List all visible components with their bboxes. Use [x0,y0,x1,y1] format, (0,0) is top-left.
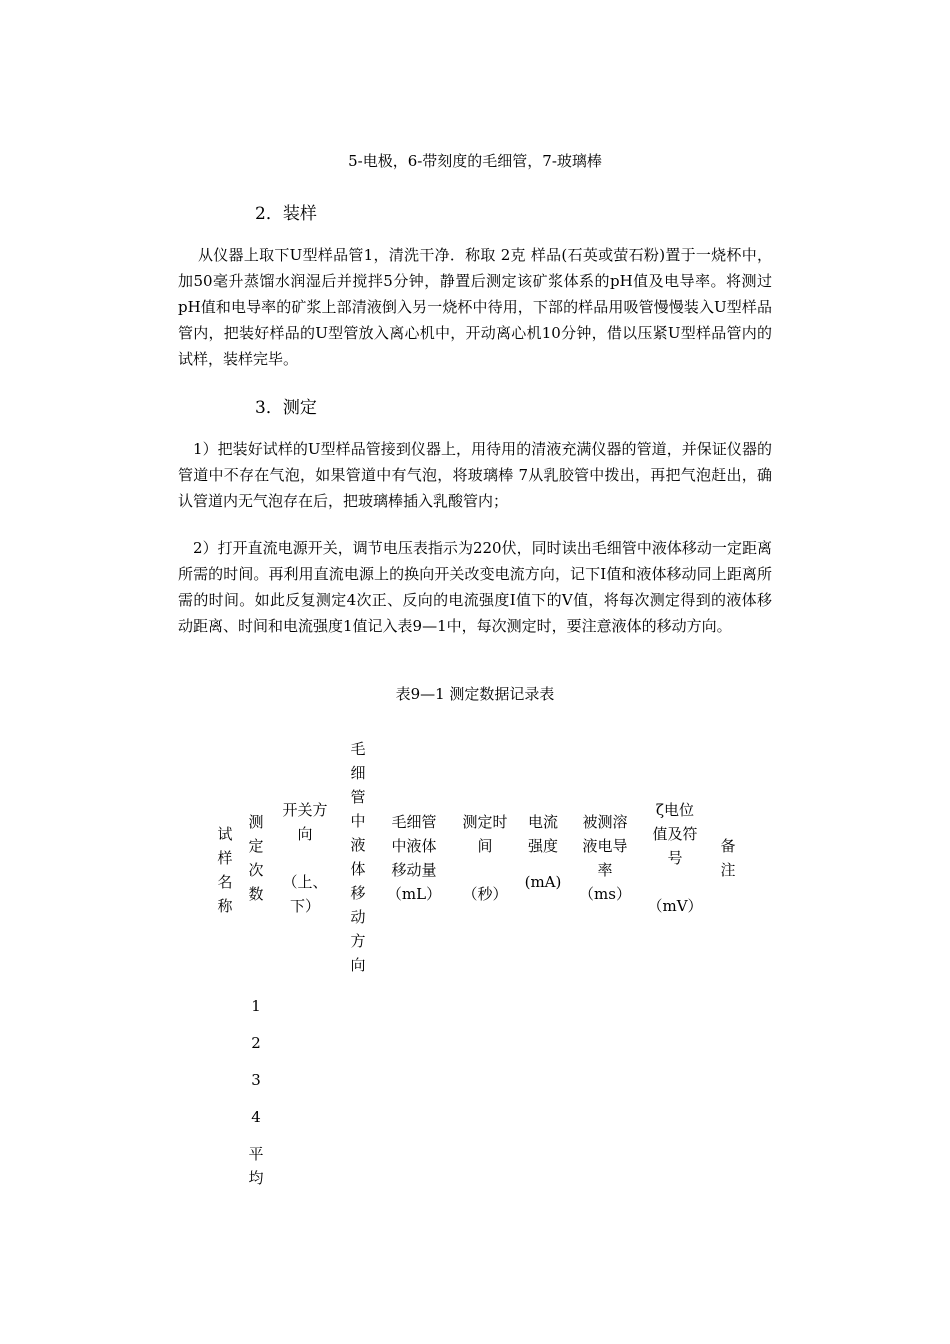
table-row-average: 平 均 [248,1145,264,1187]
table-title: 表9—1 测定数据记录表 [395,685,555,703]
header-switch-direction: 开关方 向 （上、 下） [282,801,328,915]
header-move-direction: 毛 细 管 中 液 体 移 动 方 向 [350,740,366,974]
header-time: 测定时 间 （秒） [462,813,508,903]
section-paragraph-loading: 从仪器上取下U型样品管1，清洗干净．称取 2克 样品(石英或萤石粉)置于一烧杯中，加50毫升蒸馏水润湿后并搅拌5分钟，静置后测定该矿浆体系的pH值及电导率。将测过pH值和电导率的矿浆上部清液倒入另一烧杯中待用，下部的样品用吸管慢慢装入U型样品管内，把装好样品的U型管放入离心机中，开动离心机10分钟，借以压紧U型样品管内的试样，装样完毕。 [178,246,772,368]
header-count: 测 定 次 数 [248,813,264,903]
figure-caption: 5-电极，6-带刻度的毛细管，7-玻璃棒 [348,152,602,170]
section-heading-measurement: 3．测定 [255,398,317,418]
header-zeta-potential: ζ电位 值及符 号 （mV） [647,801,703,915]
table-row-label: 3 [251,1071,261,1089]
table-row-label: 2 [251,1034,261,1052]
section-heading-loading: 2．装样 [255,204,317,224]
step-1-paragraph: 1）把装好试样的U型样品管接到仪器上，用待用的清液充满仪器的管道，并保证仪器的管道中不存在气泡，如果管道中有气泡，将玻璃棒 7从乳胶管中拨出，再把气泡赶出，确认管道内无气泡存在后，把玻璃棒插入乳酸管内； [178,440,772,510]
table-row-label: 4 [251,1108,261,1126]
header-move-amount: 毛细管 中液体 移动量 （mL） [386,813,442,903]
header-current: 电流 强度 (mA) [524,813,562,891]
table-row-label: 1 [251,997,261,1015]
header-sample-name: 试 样 名 称 [217,825,233,915]
step-2-paragraph: 2）打开直流电源开关，调节电压表指示为220伏，同时读出毛细管中液体移动一定距离所需的时间。再利用直流电源上的换向开关改变电流方向，记下I值和液体移动同上距离所需的时间。如此反复测定4次正、反向的电流强度I值下的V值，将每次测定得到的液体移动距离、时间和电流强度1值记入表9—1中，每次测定时，要注意液体的移动方向。 [178,539,772,635]
header-remark: 备 注 [720,837,736,879]
header-conductivity: 被测溶 液电导 率 （ms） [579,813,631,903]
